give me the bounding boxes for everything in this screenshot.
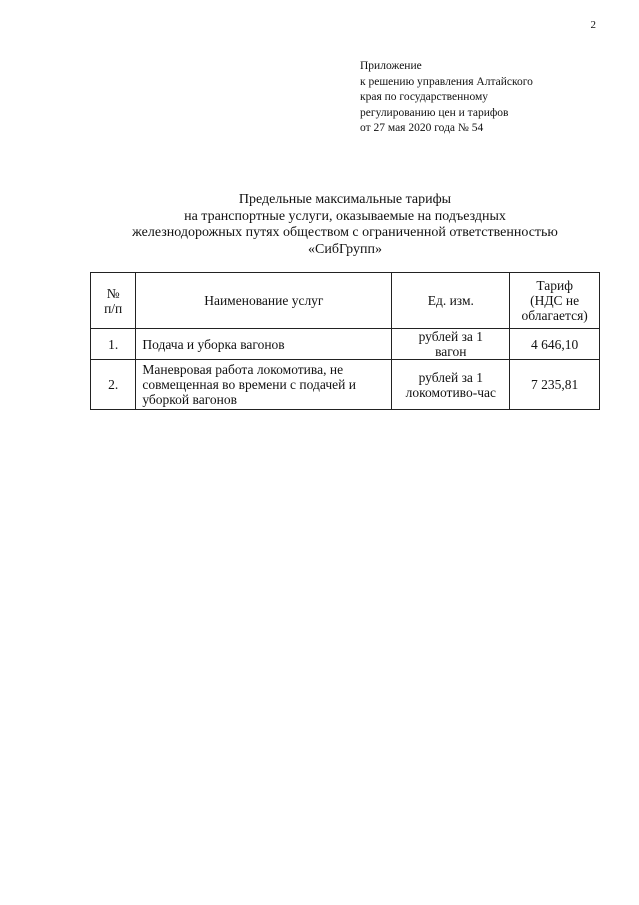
row-service-name — [136, 360, 392, 410]
appendix-block — [360, 59, 590, 137]
appendix-line: края по государственному — [360, 91, 488, 103]
row-tariff: 4 646,10 — [510, 329, 600, 360]
row-service-name-line: Маневровая работа локомотива, не — [142, 362, 344, 377]
appendix-line: регулированию цен и тарифов — [360, 106, 509, 119]
row-unit-line: вагон — [435, 344, 467, 359]
row-unit — [392, 360, 510, 410]
document-title — [90, 192, 600, 258]
row-service-name-line: совмещенная во времени с подачей и — [142, 377, 356, 392]
header-tariff-line: Тариф — [536, 278, 573, 293]
row-service-name — [136, 329, 392, 360]
row-service-name-line: уборкой вагонов — [142, 392, 237, 407]
appendix-line: к решению управления Алтайского — [360, 75, 533, 88]
appendix-line: от 27 мая 2020 года № 54 — [360, 122, 484, 134]
page-number: 2 — [590, 19, 596, 31]
title-line: Предельные максимальные тарифы — [238, 192, 452, 207]
header-num-line: п/п — [104, 300, 123, 316]
header-num — [91, 273, 136, 329]
row-num: 2. — [91, 360, 136, 410]
row-num: 1. — [91, 329, 136, 360]
table-row — [91, 329, 600, 360]
title-line: на транспортные услуги, оказываемые на подъездных — [184, 208, 506, 224]
title-line: «СибГрупп» — [308, 241, 382, 257]
table-row — [91, 360, 600, 410]
row-unit-line: рублей за 1 — [418, 329, 484, 344]
header-name: Наименование услуг — [136, 273, 392, 329]
row-unit — [392, 329, 510, 360]
header-tariff-line: (НДС не — [530, 293, 580, 308]
appendix-line: Приложение — [360, 60, 422, 72]
header-unit: Ед. изм. — [392, 273, 510, 329]
tariff-table — [90, 272, 600, 410]
header-tariff — [510, 273, 600, 329]
title-line: железнодорожных путях обществом с ограниченной ответственностью — [132, 225, 558, 240]
header-num-line: № — [106, 285, 120, 301]
table-header-row — [91, 273, 600, 329]
row-service-name-line: Подача и уборка вагонов — [142, 336, 285, 352]
row-tariff: 7 235,81 — [510, 360, 600, 410]
row-unit-line: рублей за 1 — [418, 369, 484, 385]
row-unit-line: локомотиво-час — [405, 384, 496, 400]
header-tariff-line: облагается) — [521, 308, 588, 323]
